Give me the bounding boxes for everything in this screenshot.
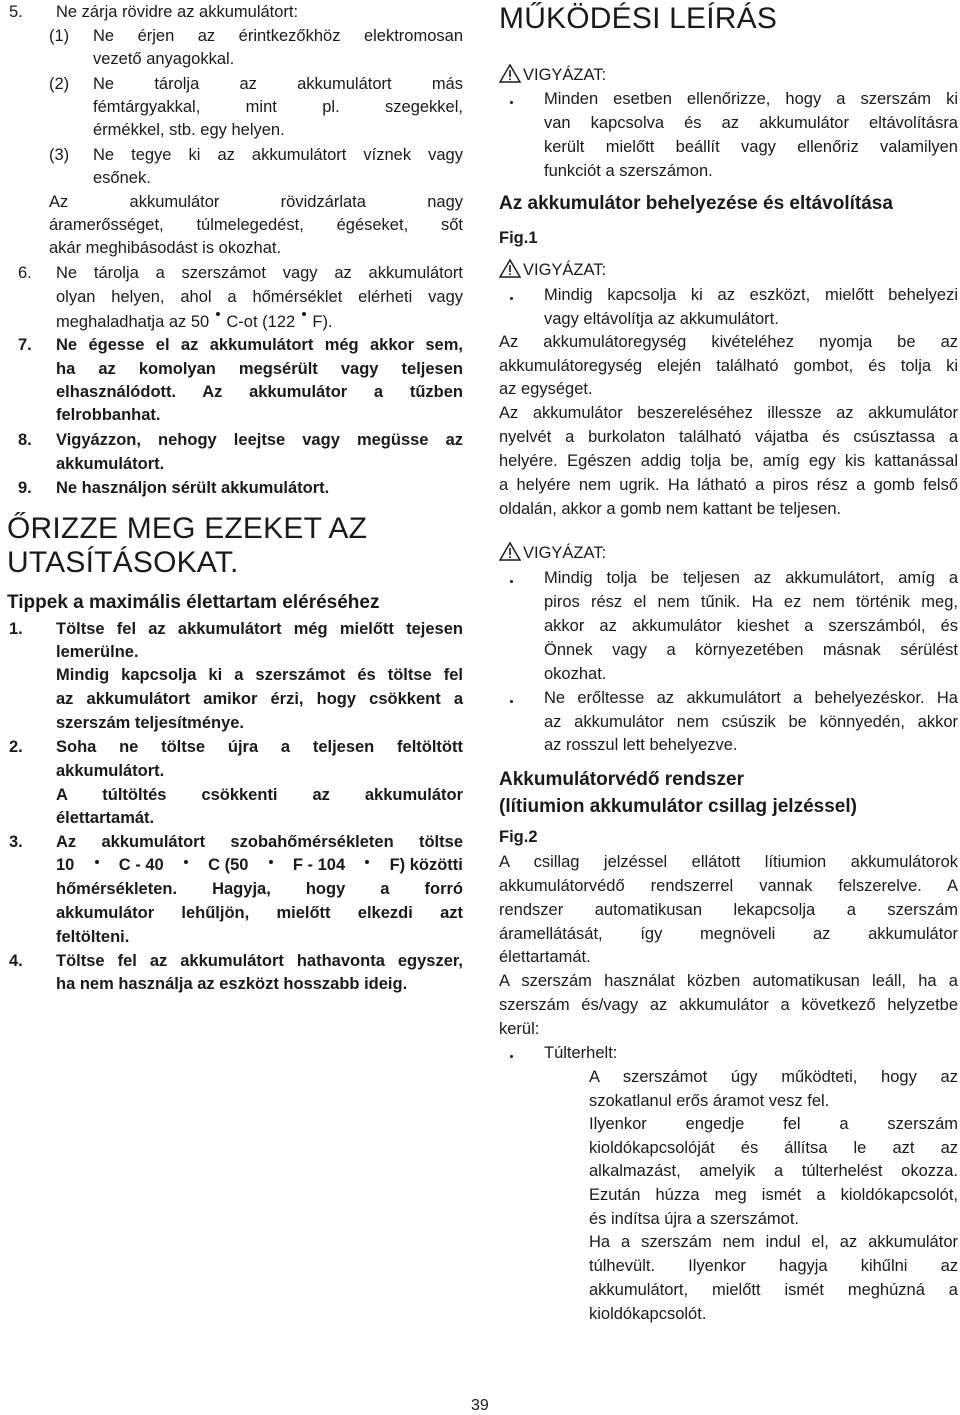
warn-2-line-2: vagy eltávolítja az akkumulátort. bbox=[544, 310, 779, 328]
degree-symbol bbox=[216, 312, 220, 316]
para-4-line-1: A szerszám használat közben automatikusan leáll, ha a bbox=[499, 972, 958, 990]
tip-3-line-4: akkumulátor lehűljön, mielőtt elkezdi azt bbox=[56, 904, 463, 922]
item-5-number: 5. bbox=[9, 3, 23, 21]
para-2-line-5: oldalán, akkor a gomb nem kattant be teljesen. bbox=[499, 500, 842, 518]
overload-line-4: kioldókapcsolóját és állítsa le azt az bbox=[589, 1139, 958, 1157]
bullet bbox=[510, 580, 513, 583]
overload-line-2: szokatlanul erős áramot vesz fel. bbox=[589, 1092, 830, 1110]
degree-symbol bbox=[302, 312, 306, 316]
warning-triangle-icon bbox=[499, 64, 521, 83]
overload-line-10: akkumulátort, mielőtt ismét meghúzná a bbox=[589, 1281, 958, 1299]
tip-1-line-4: az akkumulátort amikor érzi, hogy csökkent a bbox=[56, 690, 463, 708]
overload-line-3: Ilyenkor engedje fel a szerszám bbox=[589, 1115, 958, 1133]
sub-3-line-2: esőnek. bbox=[93, 169, 151, 187]
warning-label-2: VIGYÁZAT: bbox=[499, 259, 606, 280]
warn-3b-line-2: az akkumulátor nem csúszik be könnyedén, akkor bbox=[544, 713, 958, 731]
sub-2-line-2: fémtárgyakkal, mint pl. szegekkel, bbox=[93, 98, 463, 116]
warn-3a-line-4: Önnek vagy a környezetében másnak sérülést bbox=[544, 641, 958, 659]
keep-instructions-heading: ŐRIZZE MEG EZEKET AZ UTASÍTÁSOKAT. bbox=[7, 512, 368, 579]
para-3-line-3: rendszer automatikusan lekapcsolja a szerszám bbox=[499, 901, 958, 919]
para-2-line-4: a helyére nem ugrik. Ha látható a piros rész a gomb felső bbox=[499, 476, 958, 494]
warn-3b-line-1: Ne erőltesse az akkumulátort a behelyezéskor. Ha bbox=[544, 689, 958, 707]
tip-2-line-4: élettartamát. bbox=[56, 809, 155, 827]
tip-2-line-3: A túltöltés csökkenti az akkumulátor bbox=[56, 786, 463, 804]
tip-1-number: 1. bbox=[9, 620, 23, 638]
degree-symbol bbox=[365, 860, 369, 864]
tip-1-line-3: Mindig kapcsolja ki a szerszámot és töltse fel bbox=[56, 666, 463, 684]
tip-2-line-2: akkumulátort. bbox=[56, 762, 165, 780]
warn-3a-line-2: piros rész el nem tűnik. Ha ez nem történik meg, bbox=[544, 593, 958, 611]
sub-1-number: (1) bbox=[49, 27, 70, 45]
tip-1-line-1: Töltse fel az akkumulátort még mielőtt tejesen bbox=[56, 620, 463, 638]
item-7-number: 7. bbox=[18, 336, 32, 354]
sub-1-line-1: Ne érjen az érintkezőkhöz elektromosan bbox=[93, 27, 463, 45]
tip-3-line-1: Az akkumulátort szobahőmérsékleten töltse bbox=[56, 833, 463, 851]
bullet bbox=[510, 297, 513, 300]
tip-3-line-5: feltölteni. bbox=[56, 928, 130, 946]
para-4-line-3: kerül: bbox=[499, 1020, 540, 1038]
bullet bbox=[510, 700, 513, 703]
warning-triangle-icon bbox=[499, 542, 521, 561]
para-4-line-2: szerszám és/vagy az akkumulátor a következő helyzetbe bbox=[499, 996, 958, 1014]
tip-2-number: 2. bbox=[9, 738, 23, 756]
tip-3-number: 3. bbox=[9, 833, 23, 851]
warn-3a-line-5: okozhat. bbox=[544, 665, 607, 683]
short-para-line-2: áramerősséget, túlmelegedést, égéseket, sőt bbox=[49, 216, 463, 234]
operation-heading: MŰKÖDÉSI LEÍRÁS bbox=[499, 2, 778, 35]
para-3-line-1: A csillag jelzéssel ellátott lítiumion akkumulátorok bbox=[499, 853, 958, 871]
warn-3a-line-1: Mindig tolja be teljesen az akkumulátort, amíg a bbox=[544, 569, 958, 587]
page-number: 39 bbox=[471, 1397, 489, 1414]
warn-3b-line-3: az rosszul lett behelyezve. bbox=[544, 736, 738, 754]
overload-line-7: és indítsa újra a szerszámot. bbox=[589, 1210, 800, 1228]
item-7-line-4: felrobbanhat. bbox=[56, 406, 161, 424]
item-7-line-1: Ne égesse el az akkumulátort még akkor sem, bbox=[56, 336, 463, 354]
item-6-line-2: olyan helyen, ahol a hőmérséklet elérheti vagy bbox=[56, 288, 463, 306]
warn-1-line-1: Minden esetben ellenőrizze, hogy a szerszám ki bbox=[544, 90, 958, 108]
para-3-line-2: akkumulátorvédő rendszerrel vannak felszerelve. A bbox=[499, 877, 958, 895]
sub-3-line-1: Ne tegye ki az akkumulátort víznek vagy bbox=[93, 146, 463, 164]
item-9-number: 9. bbox=[18, 479, 32, 497]
sub-2-line-1: Ne tárolja az akkumulátort más bbox=[93, 75, 463, 93]
overload-line-8: Ha a szerszám nem indul el, az akkumulátor bbox=[589, 1233, 958, 1251]
overload-line-11: kioldókapcsolót. bbox=[589, 1305, 707, 1323]
overload-label: Túlterhelt: bbox=[544, 1044, 618, 1062]
warning-triangle-icon bbox=[499, 259, 521, 278]
degree-symbol bbox=[184, 860, 188, 864]
warn-2-line-1: Mindig kapcsolja ki az eszközt, mielőtt behelyezi bbox=[544, 286, 958, 304]
tip-2-line-1: Soha ne töltse újra a teljesen feltöltött bbox=[56, 738, 463, 756]
para-2-line-1: Az akkumulátor beszereléséhez illessze az akkumulátor bbox=[499, 404, 958, 422]
overload-line-6: Ezután húzza meg ismét a kioldókapcsolót, bbox=[589, 1186, 958, 1204]
bullet bbox=[510, 1055, 513, 1058]
warn-1-line-2: van kapcsolva és az akkumulátor eltávolításra bbox=[544, 114, 958, 132]
tip-4-line-2: ha nem használja az eszközt hosszabb ideig. bbox=[56, 975, 408, 993]
degree-symbol bbox=[95, 860, 99, 864]
warning-label-3: VIGYÁZAT: bbox=[499, 542, 606, 563]
short-para-line-3: akár meghibásodást is okozhat. bbox=[49, 239, 282, 257]
sub-2-number: (2) bbox=[49, 75, 70, 93]
item-7-line-3: elhasználódott. Az akkumulátor a tűzben bbox=[56, 383, 463, 401]
para-2-line-3: helyére. Egészen addig tolja be, amíg egy kis kattanással bbox=[499, 452, 958, 470]
item-9-line-1: Ne használjon sérült akkumulátort. bbox=[56, 479, 330, 497]
item-6-line-3: meghaladhatja az 50 C-ot (122 F). bbox=[56, 313, 333, 331]
para-1-line-2: akkumulátoregység elején található gombot, és tolja ki bbox=[499, 357, 958, 375]
warn-1-line-3: került mielőtt beállít vagy ellenőriz valamilyen bbox=[544, 138, 958, 156]
warn-1-line-4: funkciót a szerszámon. bbox=[544, 162, 713, 180]
tip-3-line-2: 10 C - 40 C (50 F - 104 F) közötti bbox=[56, 856, 463, 874]
item-6-line-1: Ne tárolja a szerszámot vagy az akkumulátort bbox=[56, 264, 463, 282]
tip-4-line-1: Töltse fel az akkumulátort hathavonta egyszer, bbox=[56, 952, 463, 970]
protection-system-heading: Akkumulátorvédő rendszer (lítiumion akkumulátor csillag jelzéssel) bbox=[499, 769, 857, 817]
overload-line-1: A szerszámot úgy működteti, hogy az bbox=[589, 1068, 958, 1086]
item-5-title: Ne zárja rövidre az akkumulátort: bbox=[56, 3, 299, 21]
item-8-number: 8. bbox=[18, 431, 32, 449]
item-8-line-2: akkumulátort. bbox=[56, 455, 165, 473]
tip-1-line-2: lemerülne. bbox=[56, 643, 139, 661]
para-3-line-5: élettartamát. bbox=[499, 948, 591, 966]
fig-2-label: Fig.2 bbox=[499, 828, 538, 846]
tips-heading: Tippek a maximális élettartam eléréséhez bbox=[7, 592, 380, 613]
tip-1-line-5: szerszám teljesítménye. bbox=[56, 714, 245, 732]
sub-1-line-2: vezető anyagokkal. bbox=[93, 50, 235, 68]
sub-2-line-3: érmékkel, stb. egy helyen. bbox=[93, 121, 285, 139]
bullet bbox=[510, 101, 513, 104]
tip-3-line-3: hőmérsékleten. Hagyja, hogy a forró bbox=[56, 880, 463, 898]
overload-line-5: alkalmazást, amelyik a túlterhelést okozza. bbox=[589, 1162, 958, 1180]
overload-line-9: túlhevült. Ilyenkor hagyja kihűlni az bbox=[589, 1257, 958, 1275]
tip-4-number: 4. bbox=[9, 952, 23, 970]
warn-3a-line-3: akkor az akkumulátor kieshet a szerszámból, és bbox=[544, 617, 958, 635]
short-para-line-1: Az akkumulátor rövidzárlata nagy bbox=[49, 193, 463, 211]
fig-1-label: Fig.1 bbox=[499, 229, 538, 247]
item-8-line-1: Vigyázzon, nehogy leejtse vagy megüsse az bbox=[56, 431, 463, 449]
degree-symbol bbox=[269, 860, 273, 864]
para-1-line-3: az egységet. bbox=[499, 380, 593, 398]
para-1-line-1: Az akkumulátoregység kivételéhez nyomja be az bbox=[499, 333, 958, 351]
warning-label-1: VIGYÁZAT: bbox=[499, 64, 606, 85]
item-7-line-2: ha az komolyan megsérült vagy teljesen bbox=[56, 360, 463, 378]
item-6-number: 6. bbox=[18, 264, 32, 282]
insert-remove-heading: Az akkumulátor behelyezése és eltávolítása bbox=[499, 193, 893, 214]
para-3-line-4: áramellátását, így megnöveli az akkumulátor bbox=[499, 925, 958, 943]
sub-3-number: (3) bbox=[49, 146, 70, 164]
para-2-line-2: nyelvét a burkolaton található vájatba és csúsztassa a bbox=[499, 428, 958, 446]
